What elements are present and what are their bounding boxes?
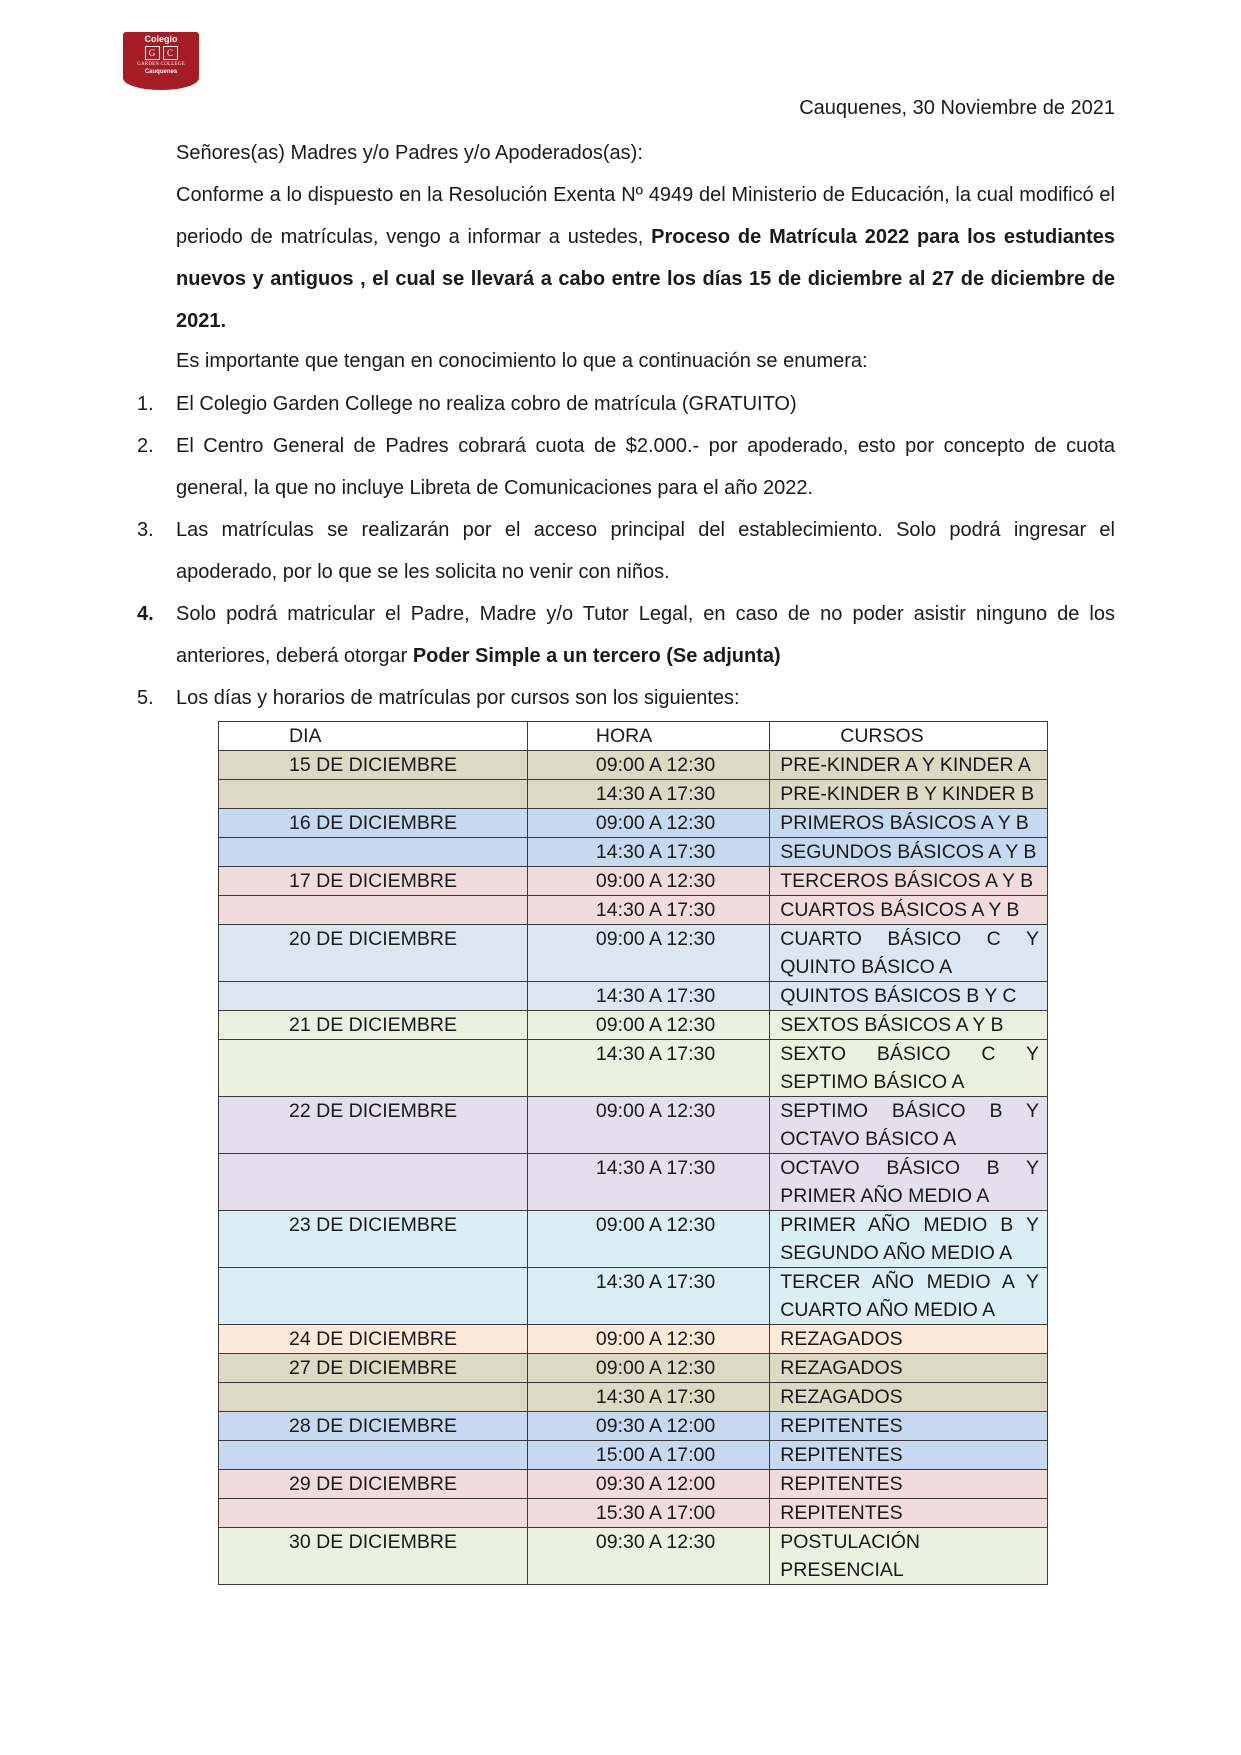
cell-dia — [219, 1383, 528, 1412]
list-item-text: El Centro General de Padres cobrará cuota de $2.000.- por apoderado, esto por concepto de cuota general, la que no incluye Libreta de Comunicaciones para el año 2022. — [176, 435, 1115, 499]
table-row — [219, 1211, 1048, 1268]
list-number: 4. — [137, 603, 154, 625]
cell-hora: 09:30 A 12:00 — [527, 1412, 769, 1441]
cell-hora: 09:00 A 12:30 — [527, 867, 769, 896]
numbered-list — [137, 383, 1115, 719]
cell-cursos: POSTULACIÓN PRESENCIAL — [770, 1528, 1048, 1585]
table-row — [219, 1412, 1048, 1441]
table-row — [219, 780, 1048, 809]
list-item-text: El Colegio Garden College no realiza cobro de matrícula (GRATUITO) — [176, 393, 797, 415]
cell-hora: 14:30 A 17:30 — [527, 1268, 769, 1325]
cell-hora: 15:30 A 17:00 — [527, 1499, 769, 1528]
list-number: 3. — [137, 519, 154, 541]
cell-cursos: SEXTO BÁSICO C Y SEPTIMO BÁSICO A — [770, 1040, 1048, 1097]
cell-hora: 09:00 A 12:30 — [527, 1097, 769, 1154]
list-item — [137, 383, 1115, 425]
cell-cursos: PRIMER AÑO MEDIO B Y SEGUNDO AÑO MEDIO A — [770, 1211, 1048, 1268]
logo-line-colegio: Colegio — [144, 34, 178, 44]
cell-cursos: REPITENTES — [770, 1441, 1048, 1470]
cell-dia: 24 DE DICIEMBRE — [219, 1325, 528, 1354]
table-row — [219, 838, 1048, 867]
cell-dia: 15 DE DICIEMBRE — [219, 751, 528, 780]
table-row — [219, 982, 1048, 1011]
cell-cursos: REZAGADOS — [770, 1325, 1048, 1354]
table-row — [219, 925, 1048, 982]
cell-hora: 14:30 A 17:30 — [527, 838, 769, 867]
cell-dia — [219, 896, 528, 925]
table-row — [219, 1268, 1048, 1325]
cell-dia: 22 DE DICIEMBRE — [219, 1097, 528, 1154]
cell-dia: 16 DE DICIEMBRE — [219, 809, 528, 838]
cell-cursos: SEGUNDOS BÁSICOS A Y B — [770, 838, 1048, 867]
cell-hora: 14:30 A 17:30 — [527, 1040, 769, 1097]
cell-dia: 21 DE DICIEMBRE — [219, 1011, 528, 1040]
letter-main-paragraph — [176, 174, 1115, 342]
cell-hora: 09:30 A 12:00 — [527, 1470, 769, 1499]
cell-cursos: REZAGADOS — [770, 1354, 1048, 1383]
cell-cursos: PRE-KINDER B Y KINDER B — [770, 780, 1048, 809]
table-row — [219, 1528, 1048, 1585]
list-item — [137, 677, 1115, 719]
cell-cursos: SEXTOS BÁSICOS A Y B — [770, 1011, 1048, 1040]
table-row — [219, 1011, 1048, 1040]
logo-book-mark-icon — [123, 46, 199, 60]
cell-dia: 30 DE DICIEMBRE — [219, 1528, 528, 1585]
table-row — [219, 751, 1048, 780]
logo-letter-g: G — [145, 46, 160, 60]
table-row — [219, 867, 1048, 896]
table-row — [219, 1499, 1048, 1528]
table-row — [219, 1097, 1048, 1154]
table-row — [219, 1154, 1048, 1211]
cell-dia — [219, 1268, 528, 1325]
cell-cursos: PRIMEROS BÁSICOS A Y B — [770, 809, 1048, 838]
cell-cursos: SEPTIMO BÁSICO B Y OCTAVO BÁSICO A — [770, 1097, 1048, 1154]
list-intro: Es importante que tengan en conocimiento lo que a continuación se enumera: — [176, 350, 868, 372]
cell-cursos: CUARTO BÁSICO C Y QUINTO BÁSICO A — [770, 925, 1048, 982]
cell-dia: 23 DE DICIEMBRE — [219, 1211, 528, 1268]
cell-dia — [219, 982, 528, 1011]
cell-dia — [219, 1499, 528, 1528]
table-row — [219, 896, 1048, 925]
cell-cursos: TERCER AÑO MEDIO A Y CUARTO AÑO MEDIO A — [770, 1268, 1048, 1325]
cell-hora: 09:00 A 12:30 — [527, 751, 769, 780]
list-item — [137, 425, 1115, 509]
cell-dia: 17 DE DICIEMBRE — [219, 867, 528, 896]
cell-hora: 09:30 A 12:30 — [527, 1528, 769, 1585]
cell-dia — [219, 780, 528, 809]
paragraph-normal-text: Conforme a lo dispuesto en la Resolución Exenta Nº 4949 del Ministerio de Educación, la cual modificó el periodo de matrículas, vengo a informar a ustedes, — [176, 184, 1115, 248]
cell-hora: 09:00 A 12:30 — [527, 1011, 769, 1040]
cell-hora: 14:30 A 17:30 — [527, 896, 769, 925]
cell-hora: 14:30 A 17:30 — [527, 780, 769, 809]
cell-hora: 09:00 A 12:30 — [527, 925, 769, 982]
cell-cursos: REPITENTES — [770, 1470, 1048, 1499]
list-number: 1. — [137, 393, 154, 415]
table-row — [219, 809, 1048, 838]
enrollment-schedule-table — [218, 721, 1048, 1585]
table-row — [219, 1383, 1048, 1412]
school-logo — [123, 32, 199, 90]
table-row — [219, 1441, 1048, 1470]
letter-date: Cauquenes, 30 Noviembre de 2021 — [799, 97, 1115, 119]
logo-letter-c: C — [163, 46, 178, 60]
list-number: 2. — [137, 435, 154, 457]
cell-cursos: QUINTOS BÁSICOS B Y C — [770, 982, 1048, 1011]
header-cursos: CURSOS — [770, 722, 1048, 751]
table-row — [219, 1470, 1048, 1499]
list-number: 5. — [137, 687, 154, 709]
cell-dia: 27 DE DICIEMBRE — [219, 1354, 528, 1383]
cell-hora: 15:00 A 17:00 — [527, 1441, 769, 1470]
cell-cursos: CUARTOS BÁSICOS A Y B — [770, 896, 1048, 925]
cell-dia — [219, 838, 528, 867]
cell-dia — [219, 1040, 528, 1097]
cell-dia — [219, 1154, 528, 1211]
cell-cursos: REPITENTES — [770, 1412, 1048, 1441]
letter-greeting: Señores(as) Madres y/o Padres y/o Apoderados(as): — [176, 142, 643, 164]
cell-hora: 09:00 A 12:30 — [527, 1354, 769, 1383]
cell-cursos: REPITENTES — [770, 1499, 1048, 1528]
cell-cursos: TERCEROS BÁSICOS A Y B — [770, 867, 1048, 896]
cell-hora: 09:00 A 12:30 — [527, 1325, 769, 1354]
cell-dia: 20 DE DICIEMBRE — [219, 925, 528, 982]
list-item-text: Los días y horarios de matrículas por cursos son los siguientes: — [176, 687, 740, 709]
table-row — [219, 1354, 1048, 1383]
list-item-text: Las matrículas se realizarán por el acceso principal del establecimiento. Solo podrá ingresar el apoderado, por lo que se les solicita no venir con niños. — [176, 519, 1115, 583]
cell-cursos: PRE-KINDER A Y KINDER A — [770, 751, 1048, 780]
cell-hora: 09:00 A 12:30 — [527, 809, 769, 838]
cell-cursos: OCTAVO BÁSICO B Y PRIMER AÑO MEDIO A — [770, 1154, 1048, 1211]
logo-line-city: Cauquenes — [144, 69, 178, 75]
cell-hora: 14:30 A 17:30 — [527, 982, 769, 1011]
cell-dia: 28 DE DICIEMBRE — [219, 1412, 528, 1441]
table-header-row — [219, 722, 1048, 751]
cell-cursos: REZAGADOS — [770, 1383, 1048, 1412]
list-item — [137, 593, 1115, 677]
cell-dia: 29 DE DICIEMBRE — [219, 1470, 528, 1499]
cell-hora: 14:30 A 17:30 — [527, 1383, 769, 1412]
table-row — [219, 1325, 1048, 1354]
list-item-bold-text: Poder Simple a un tercero (Se adjunta) — [412, 645, 781, 667]
cell-hora: 09:00 A 12:30 — [527, 1211, 769, 1268]
cell-hora: 14:30 A 17:30 — [527, 1154, 769, 1211]
list-item — [137, 509, 1115, 593]
table-row — [219, 1040, 1048, 1097]
header-dia: DIA — [219, 722, 528, 751]
paragraph-bold-text: Proceso de Matrícula 2022 para los estudiantes nuevos y antiguos , el cual se llevará a cabo entre los días 15 de diciembre al 27 de diciembre de 2021. — [176, 226, 1115, 332]
list-item-text: Solo podrá matricular el Padre, Madre y/o Tutor Legal, en caso de no poder asistir ninguno de los anteriores, deberá otorgar — [176, 603, 1115, 667]
logo-line-garden-college: GARDEN COLLEGE — [137, 62, 185, 67]
header-hora: HORA — [527, 722, 769, 751]
cell-dia — [219, 1441, 528, 1470]
